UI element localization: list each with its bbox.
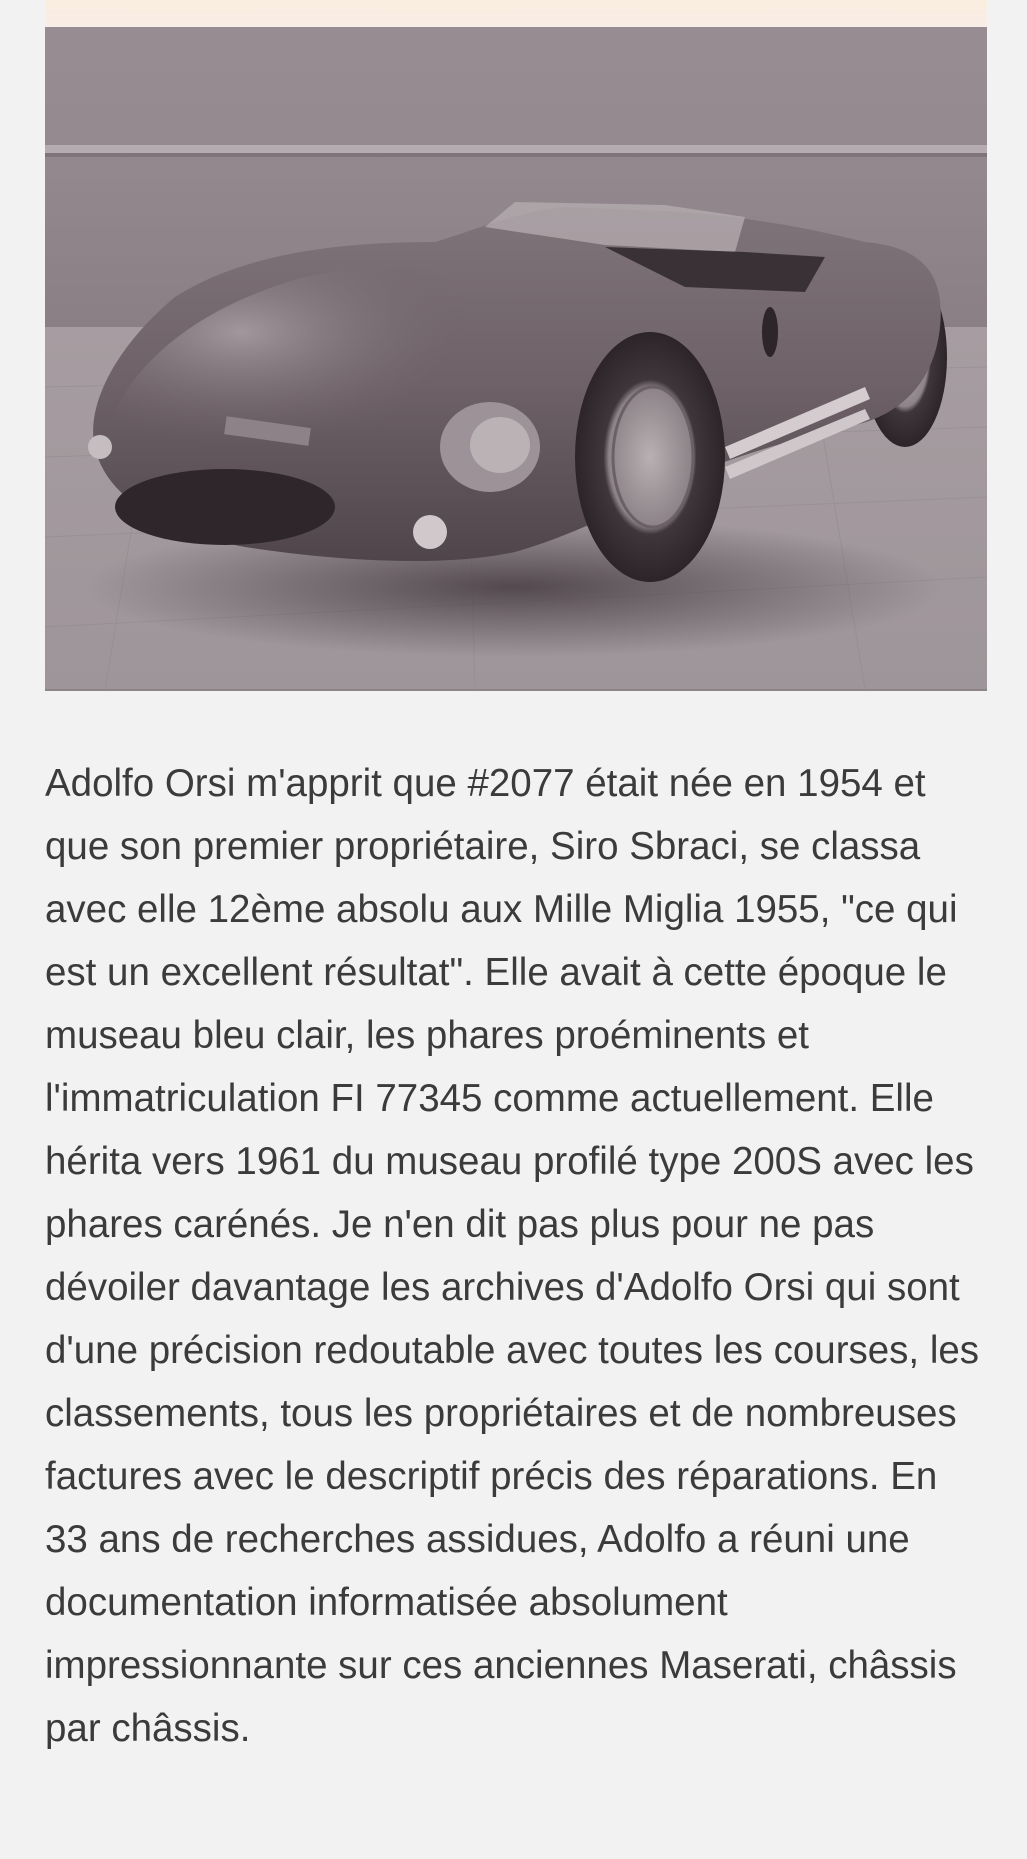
article-paragraph: Adolfo Orsi m'apprit que #2077 était née en 1954 et que son premier propriétaire, Siro Sbraci, se classa avec elle 12ème absolu aux Mille Miglia 1955, "ce qui est un excellent résultat". Elle avait à cette époque le museau bleu clair, les phares proéminents et l'immatriculation FI 77345 comme actuellement. Elle hérita vers 1961 du museau profilé type 200S avec les phares carénés. Je n'en dit pas plus pour ne pas dévoiler davantage les archives d'Adolfo Orsi qui sont d'une précision redoutable avec toutes les courses, les classements, tous les propriétaires et de nombreuses factures avec le descriptif précis des réparations. En 33 ans de recherches assidues, Adolfo a réuni une documentation informatisée absolument impressionnante sur ces anciennes Maserati, châssis par châssis. xyxy=(45,762,980,1750)
car-photo xyxy=(45,27,987,691)
previous-image-edge xyxy=(45,0,987,27)
vintage-race-car-photo xyxy=(45,27,987,689)
